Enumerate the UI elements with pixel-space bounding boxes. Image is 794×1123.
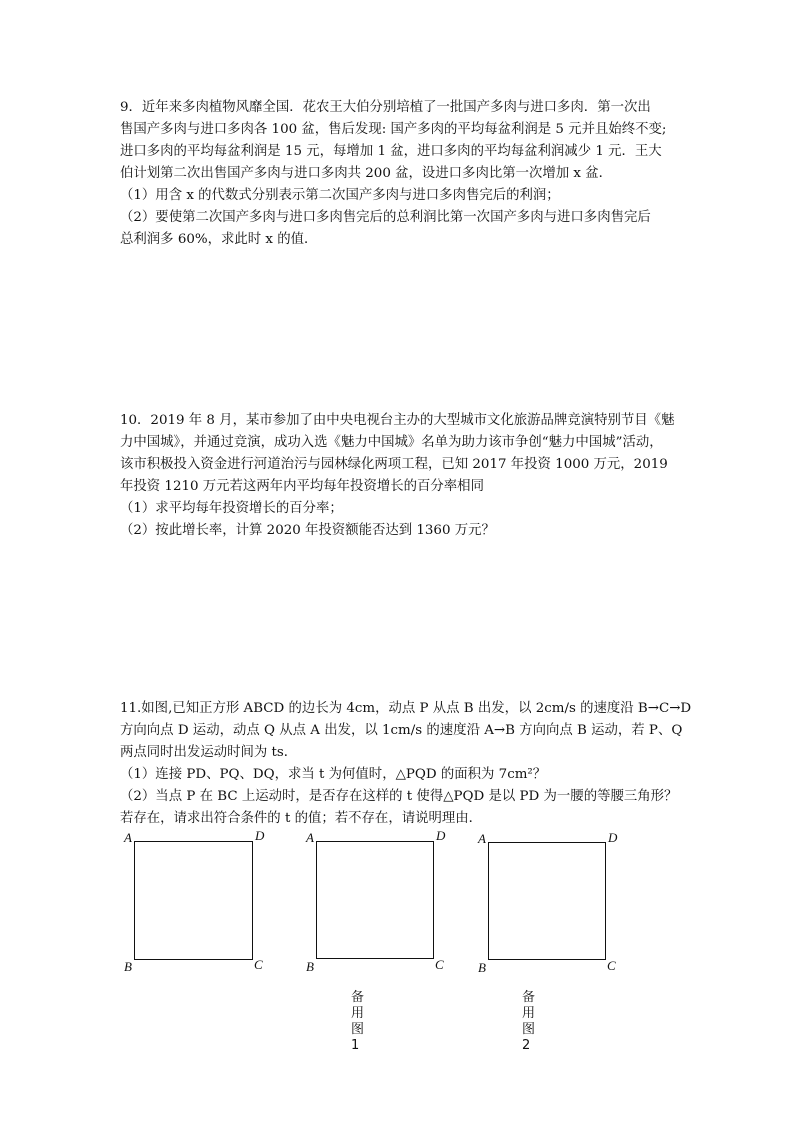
problem-10-part-1: （1）求平均每年投资增长的百分率；: [120, 501, 343, 516]
problem-9-part-2: （2）要使第二次国产多肉与进口多肉售完后的总利润比第一次国产多肉与进口多肉售完后: [120, 210, 651, 225]
vertex-label-d: D: [255, 828, 265, 843]
square-abcd: [488, 842, 606, 960]
vertex-label-a: A: [306, 830, 314, 845]
problem-11-part-1: （1）连接 PD、PQ、DQ，求当 t 为何值时，△PQD 的面积为 7cm²？: [120, 767, 547, 782]
vertex-label-b: B: [306, 959, 314, 974]
problem-10-line: 10．2019 年 8 月，某市参加了由中央电视台主办的大型城市文化旅游品牌竞演特别节目《魅: [120, 413, 675, 428]
problem-9-line: 进口多肉的平均每盆利润是 15 元，每增加 1 盆，进口多肉的平均每盆利润减少 1 元．王大: [120, 144, 662, 159]
problem-9-line: 9．近年来多肉植物风靡全国．花农王大伯分别培植了一批国产多肉与进口多肉．第一次出: [120, 100, 651, 115]
problem-9: [120, 97, 680, 251]
square-abcd: [316, 841, 434, 959]
figure-caption: 备用图2: [522, 990, 536, 1053]
problem-11-line: 若存在，请求出符合条件的 t 的值；若不存在，请说明理由．: [120, 811, 483, 826]
problem-9-line: 售国产多肉与进口多肉各 100 盆，售后发现: 国产多肉的平均每盆利润是 5 元并且始终不变;: [120, 122, 667, 137]
problem-9-part-1: （1）用含 x 的代数式分别表示第二次国产多肉与进口多肉售完后的利润；: [120, 188, 560, 203]
problem-9-line: 伯计划第二次出售国产多肉与进口多肉共 200 盆，设进口多肉比第一次增加 x 盆．: [120, 166, 613, 181]
problem-9-line: 总利润多 60%，求此时 x 的值．: [120, 232, 318, 247]
figure-caption: 备用图1: [351, 990, 365, 1053]
problem-10-part-2: （2）按此增长率，计算 2020 年投资额能否达到 1360 万元？: [120, 523, 495, 538]
vertex-label-b: B: [478, 960, 486, 975]
vertex-label-a: A: [478, 831, 486, 846]
problem-10-line: 该市积极投入资金进行河道治污与园林绿化两项工程，已知 2017 年投资 1000 万元，2019: [120, 457, 668, 472]
square-abcd: [134, 841, 253, 960]
vertex-label-d: D: [436, 828, 446, 843]
problem-10-line: 力中国城》，并通过竞演，成功入选《魅力中国城》名单为助力该市争创“魅力中国城”活动，: [120, 435, 663, 450]
problem-10: [120, 410, 680, 542]
problem-11-line: 方向向点 D 运动，动点 Q 从点 A 出发，以 1cm/s 的速度沿 A→B 方向向点 B 运动，若 P、Q: [120, 723, 683, 738]
vertex-label-c: C: [607, 958, 616, 973]
vertex-label-b: B: [124, 959, 132, 974]
problem-11: [120, 698, 692, 830]
vertex-label-c: C: [254, 957, 263, 972]
vertex-label-c: C: [435, 957, 444, 972]
problem-11-line: 两点同时出发运动时间为 ts．: [120, 745, 298, 760]
problem-10-line: 年投资 1210 万元若这两年内平均每年投资增长的百分率相同: [120, 479, 484, 494]
vertex-label-a: A: [124, 830, 132, 845]
problem-11-line: 11.如图,已知正方形 ABCD 的边长为 4cm，动点 P 从点 B 出发，以 2cm/s 的速度沿 B→C→D: [120, 701, 692, 716]
vertex-label-d: D: [608, 830, 618, 845]
problem-11-part-2: （2）当点 P 在 BC 上运动时，是否存在这样的 t 使得△PQD 是以 PD 为一腰的等腰三角形？: [120, 789, 678, 804]
